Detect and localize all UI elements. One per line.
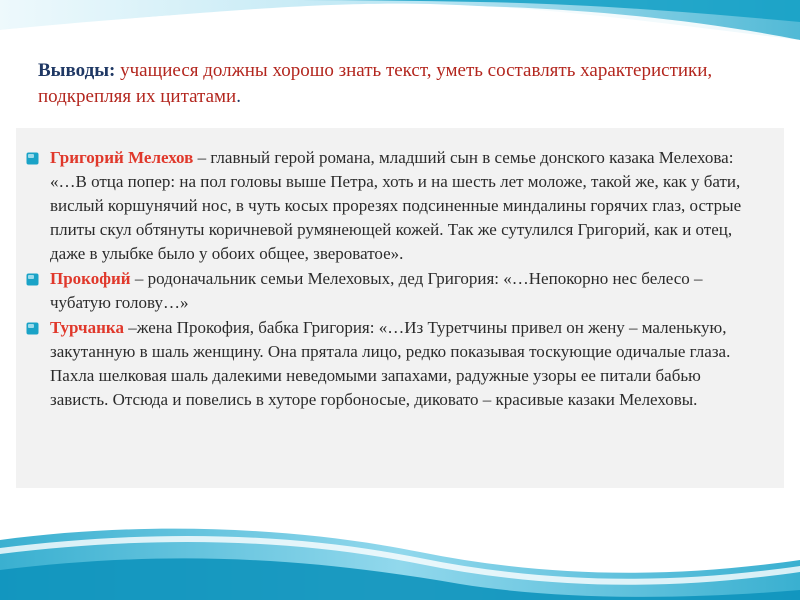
list-item bbox=[26, 316, 742, 412]
teal-square-bullet-icon bbox=[26, 273, 39, 286]
teal-square-bullet-icon bbox=[26, 152, 39, 165]
character-description: – главный герой романа, младший сын в семье донского казака Мелехова: «…В отца попер: на пол головы выше Петра, хоть и на шесть лет моложе, такой же, как у бати, вислый коршунячий нос, в чуть косых прорезях подсиненные миндалины горячих глаз, острые плиты скул обтянуты коричневой румянеющей кожей. Так же сутулился Григорий, как и отец, даже в улыбке было у обоих общее, звероватое». bbox=[50, 148, 742, 263]
character-name: Григорий Мелехов bbox=[50, 148, 194, 167]
title-end: . bbox=[236, 86, 241, 107]
character-description: – родоначальник семьи Мелеховых, дед Григория: «…Непокорно нес белесо – чубатую голову…» bbox=[50, 269, 703, 312]
list-item bbox=[26, 267, 742, 315]
character-name: Прокофий bbox=[50, 269, 131, 288]
title-text: учащиеся должны хорошо знать текст, уметь составлять характеристики, подкрепляя их цитатами bbox=[38, 60, 713, 107]
list-item bbox=[26, 146, 742, 266]
slide-title bbox=[38, 58, 738, 110]
character-description: –жена Прокофия, бабка Григория: «…Из Туретчины привел он жену – маленькую, закутанную в шаль женщину. Она прятала лицо, редко показывая тоскующие одичалые глаза. Пахла шелковая шаль далекими неведомыми запахами, радужные узоры ее питали бабью зависть. Отсюда и повелись в хуторе горбоносые, диковато – красивые казаки Мелеховы. bbox=[50, 318, 731, 409]
character-list bbox=[26, 146, 742, 413]
teal-square-bullet-icon bbox=[26, 322, 39, 335]
title-lead: Выводы: bbox=[38, 60, 116, 81]
character-name: Турчанка bbox=[50, 318, 124, 337]
